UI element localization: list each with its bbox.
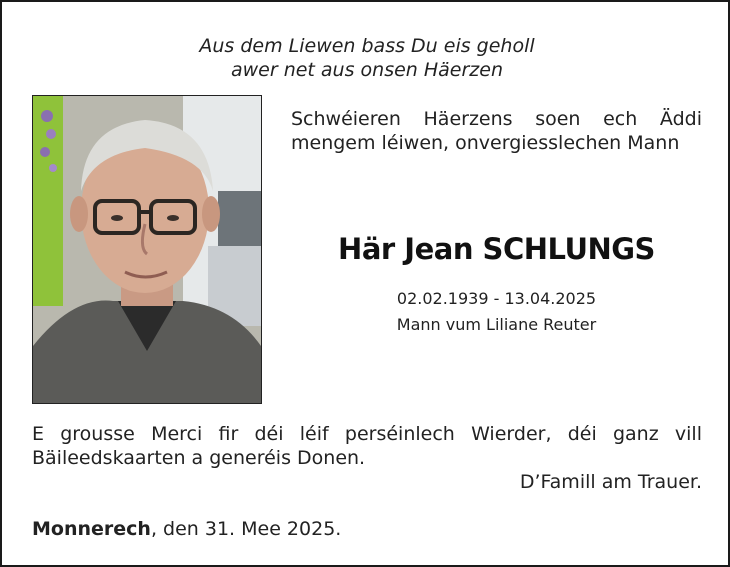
portrait-photo [32,95,262,404]
motto-line-2: awer net aus onsen Häerzen [230,59,504,81]
place-name: Monnerech [32,518,151,540]
family-signature: D’Famill am Trauer. [519,471,702,493]
spouse-line: Mann vum Liliane Reuter [396,315,597,334]
motto-line-1: Aus dem Liewen bass Du eis geholl [199,35,535,57]
date-text: , den 31. Mee 2025. [150,518,342,540]
portrait-image [33,96,261,403]
place-and-date [32,517,702,541]
thanks-text: E grousse Merci fir déi léif perséinlech Wierder, déi ganz vill Bäileedskaarten a generéis Donen. [32,423,702,469]
deceased-name: Här Jean SCHLUNGS [338,232,655,266]
life-dates: 02.02.1939 - 13.04.2025 [396,289,597,308]
motto-quote [2,34,730,82]
intro-text: Schwéieren Häerzens soen ech Äddi mengem léiwen, onvergiesslechen Mann [291,108,702,154]
